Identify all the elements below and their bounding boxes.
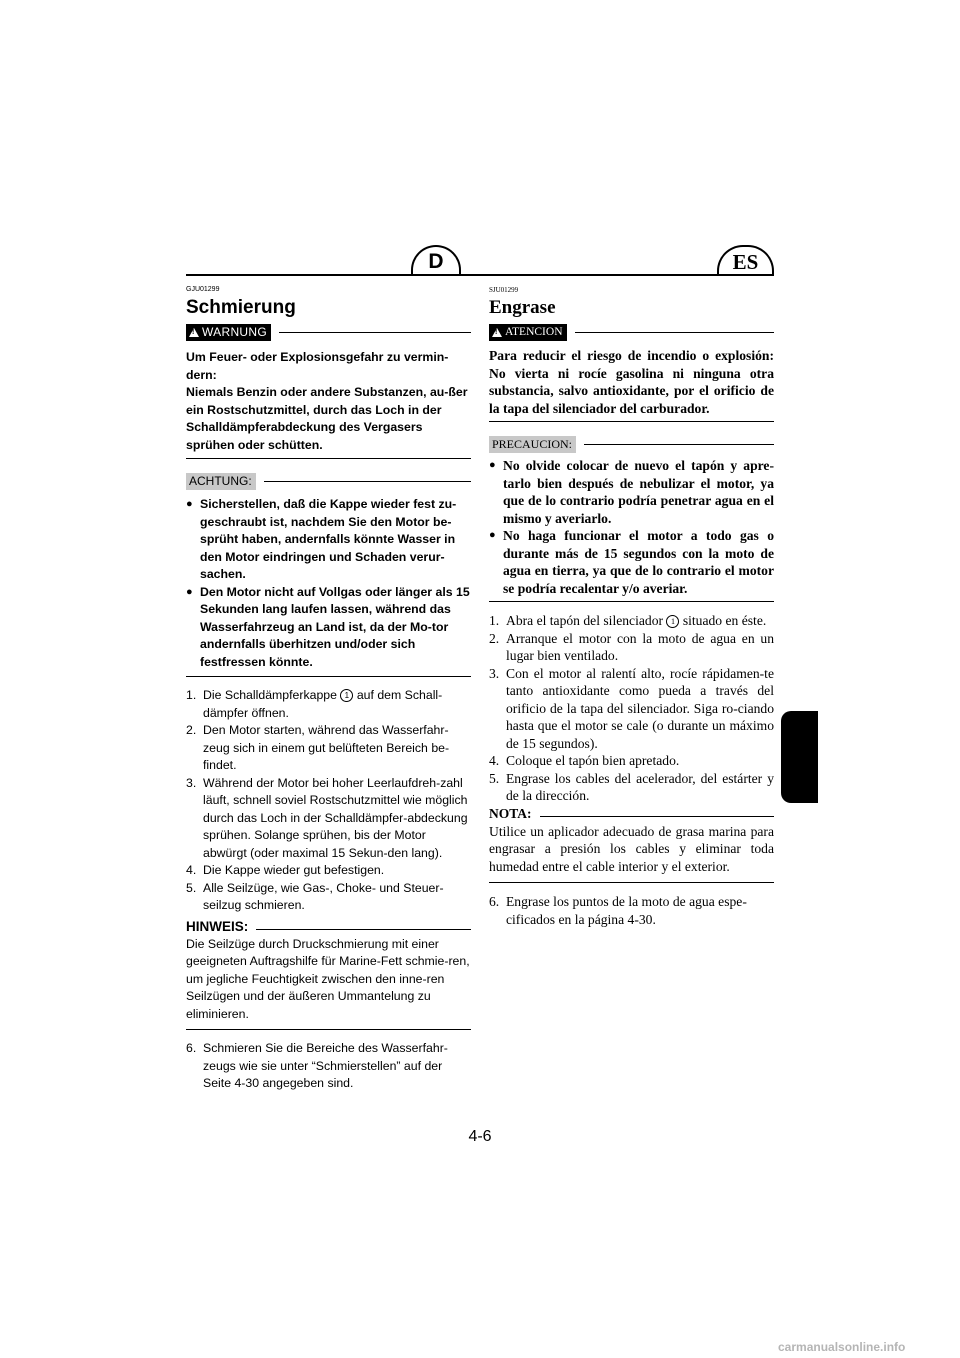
caution-header: [489, 436, 774, 453]
chapter-thumb-tab: [781, 711, 818, 803]
section-code: SJU01299: [489, 286, 519, 294]
note-header: [186, 919, 471, 934]
german-column: [186, 285, 471, 1093]
header-rule: [186, 274, 774, 276]
watermark: carmanualsonline.info: [778, 1340, 906, 1354]
caution-end-rule: [489, 601, 774, 602]
warning-label-text: WARNUNG: [202, 325, 267, 339]
caution-item: ● Sicherstellen, daß die Kappe wieder fest zu-geschraubt ist, nachdem Sie den Motor be-sprüht haben, andernfalls könnte Wasser in den Motor eindringen und Schaden verur-sachen.: [186, 497, 457, 581]
language-tab-german: D: [411, 245, 461, 274]
caution-list: [186, 496, 471, 671]
note-end-rule: [186, 1029, 471, 1030]
note-text: Utilice un aplicador adecuado de grasa marina para engrasar a presión los cables y eliminar toda humedad entre el cable interior y el exterior.: [489, 823, 774, 874]
note-label: HINWEIS:: [186, 918, 249, 934]
step-item: 4. Die Kappe wieder gut befestigen.: [186, 863, 385, 877]
note-end-rule: [489, 882, 774, 883]
warning-label-text: ATENCION: [505, 326, 563, 338]
warning-triangle-icon: [189, 328, 199, 337]
warning-label: [489, 324, 567, 341]
step-item: 3. Con el motor al ralentí alto, rocíe rápidamen-te tanto antioxidante como pueda a través del orificio de la tapa del silenciador. Siga ro-ciando hasta que el motor se cale (o durante un máximo de 15 segundos).: [489, 665, 774, 751]
step-item: 3. Während der Motor bei hoher Leerlaufdreh-zahl läuft, schnell soviel Rostschutzmittel wie möglich durch das Loch in der Schalldämpfer-abdeckung sprühen. Solange sprühen, bis der Motor abwürgt (oder maximal 15 Sekun-den lang).: [186, 775, 468, 860]
language-tab-spanish: ES: [717, 245, 774, 274]
step-item: 4. Coloque el tapón bien apretado.: [489, 753, 680, 768]
step-item: 1. Abra el tapón del silenciador 1 situado en éste.: [489, 613, 767, 628]
warning-end-rule: [489, 421, 774, 422]
caution-item: ● No olvide colocar de nuevo el tapón y apre-tarlo bien después de nebulizar el motor, ya que de lo contrario podría penetrar agua en el mismo y averiarlo.: [489, 458, 774, 526]
caution-item: ● Den Motor nicht auf Vollgas oder länger als 15 Sekunden lang laufen lassen, während das Wasserfahrzeug an Land ist, da der Mo-tor andernfalls überhitzen und/oder sich festfressen könnte.: [186, 584, 470, 669]
page-number: 4-6: [468, 1128, 492, 1145]
note-header: [489, 806, 774, 822]
caution-header: [186, 473, 471, 490]
step-item: 5. Engrase los cables del acelerador, del estárter y de la dirección.: [489, 770, 774, 803]
spanish-column: [489, 285, 774, 928]
warning-header: [489, 324, 774, 341]
steps-list: [489, 612, 774, 805]
warning-text: Um Feuer- oder Explosionsgefahr zu vermin-dern: Niemals Benzin oder andere Substanzen, au-ßer ein Rostschutzmittel, durch das Loch in der Schalldämpferabdeckung des Vergasers sprühen oder schütten.: [186, 350, 468, 452]
steps-list: [186, 687, 471, 915]
section-code: GJU01299: [186, 286, 220, 293]
step-item: 2. Den Motor starten, während das Wasserfahr-zeug sich in einem gut belüfteten Bereich be-findet.: [186, 723, 450, 772]
warning-end-rule: [186, 458, 471, 459]
note-text: Die Seilzüge durch Druckschmierung mit einer geeigneten Auftragshilfe für Marine-Fett schmie-ren, um jegliche Feuchtigkeit zwischen den inne-ren Seilzügen und der äußeren Ummantelung zu eliminieren.: [186, 936, 470, 1021]
step-item: 1. Die Schalldämpferkappe 1 auf dem Schall-dämpfer öffnen.: [186, 688, 443, 720]
step-6: 6. Engrase los puntos de la moto de agua espe-cificados en la página 4-30.: [489, 894, 747, 927]
caution-label: ACHTUNG:: [186, 473, 256, 490]
reference-number-icon: 1: [340, 689, 353, 702]
warning-triangle-icon: [492, 328, 502, 337]
warning-header: [186, 324, 471, 341]
section-title: Engrase: [489, 297, 556, 318]
caution-item: ● No haga funcionar el motor a todo gas o durante más de 15 segundos con la moto de agua en tierra, ya que de lo contrario el motor se podría recalentar y/o averiar.: [489, 528, 774, 596]
step-item: 5. Alle Seilzüge, wie Gas-, Choke- und Steuer-seilzug schmieren.: [186, 880, 444, 912]
step-item: 2. Arranque el motor con la moto de agua en un lugar bien ventilado.: [489, 630, 774, 663]
warning-text: Para reducir el riesgo de incendio o explosión: No vierta ni rocíe gasolina ni ninguna otra substancia, salvo antioxidante, por el orificio de la tapa del silenciador del carburador.: [489, 348, 774, 416]
caution-list: [489, 457, 774, 597]
section-title: Schmierung: [186, 297, 296, 318]
note-label: NOTA:: [489, 805, 532, 821]
reference-number-icon: 1: [666, 615, 679, 628]
caution-label: PRECAUCION:: [489, 436, 576, 453]
warning-label: [186, 324, 271, 341]
caution-end-rule: [186, 676, 471, 677]
step-6: 6. Schmieren Sie die Bereiche des Wasserfahr-zeugs wie sie unter “Schmierstellen” auf der Seite 4-30 angegeben sind.: [186, 1041, 448, 1090]
